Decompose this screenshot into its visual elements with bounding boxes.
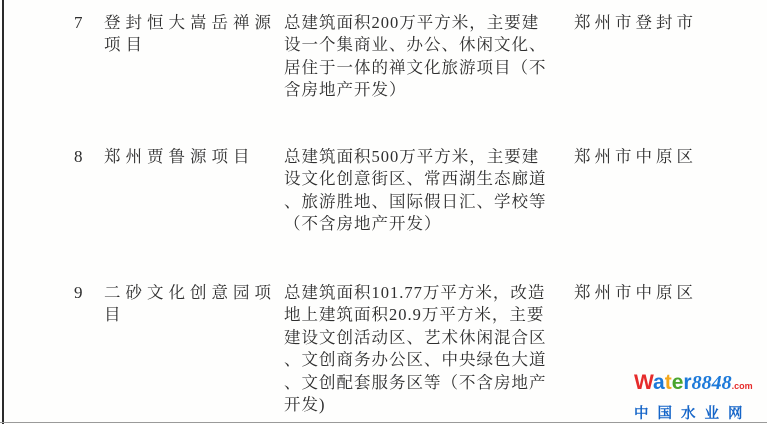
project-name xyxy=(104,12,286,57)
text-line: 开发) xyxy=(284,395,326,415)
project-description xyxy=(284,146,569,236)
text-line: 设一个集商业、办公、休闲文化、 xyxy=(284,35,547,55)
water8848-logo[interactable] xyxy=(634,371,764,423)
project-location: 郑州市登封市 xyxy=(574,13,697,32)
text-line: 二砂文化创意园项 xyxy=(104,283,276,302)
project-location: 郑州市中原区 xyxy=(574,147,697,166)
logo-letter: r xyxy=(683,371,692,394)
text-line: （不含房地产开发） xyxy=(284,214,442,234)
logo-letter: W xyxy=(634,371,654,394)
logo-tld: .com xyxy=(731,381,753,391)
logo-subtitle: 中国水业网 xyxy=(634,406,752,422)
project-description xyxy=(284,282,569,416)
text-line: 总建筑面积200万平方米，主要建 xyxy=(284,13,540,32)
project-name xyxy=(104,146,286,168)
project-description xyxy=(284,12,569,102)
text-line: 目 xyxy=(104,305,126,325)
project-name xyxy=(104,282,286,327)
text-line: 含房地产开发） xyxy=(284,80,407,100)
text-line: 设文化创意街区、常西湖生态廊道 xyxy=(284,169,547,189)
row-number: 8 xyxy=(74,147,83,166)
left-border-line xyxy=(2,0,4,424)
text-line: 居住于一体的禅文化旅游项目（不 xyxy=(284,57,547,77)
text-line: 、文创配套服务区等（不含房地产 xyxy=(284,372,547,392)
text-line: 、旅游胜地、国际假日汇、学校等 xyxy=(284,191,547,211)
logo-number: 8848 xyxy=(691,372,732,394)
text-line: 郑州贾鲁源项目 xyxy=(104,147,255,166)
text-line: 登封恒大嵩岳禅源 xyxy=(104,13,276,32)
logo-letter: e xyxy=(671,371,684,394)
row-number: 9 xyxy=(74,283,83,302)
logo-letter: a xyxy=(653,371,665,394)
text-line: 建设文创活动区、艺术休闲混合区 xyxy=(284,327,547,347)
logo-letter: t xyxy=(664,371,672,394)
text-line: 总建筑面积101.77万平方米，改造 xyxy=(284,283,546,302)
row-number: 7 xyxy=(74,13,83,32)
text-line: 总建筑面积500万平方米，主要建 xyxy=(284,147,540,166)
text-line: 地上建筑面积20.9万平方米，主要 xyxy=(284,305,545,325)
logo-wordmark xyxy=(634,371,764,398)
project-location: 郑州市中原区 xyxy=(574,283,697,302)
text-line: 项目 xyxy=(104,35,147,55)
text-line: 、文创商务办公区、中央绿色大道 xyxy=(284,350,547,370)
